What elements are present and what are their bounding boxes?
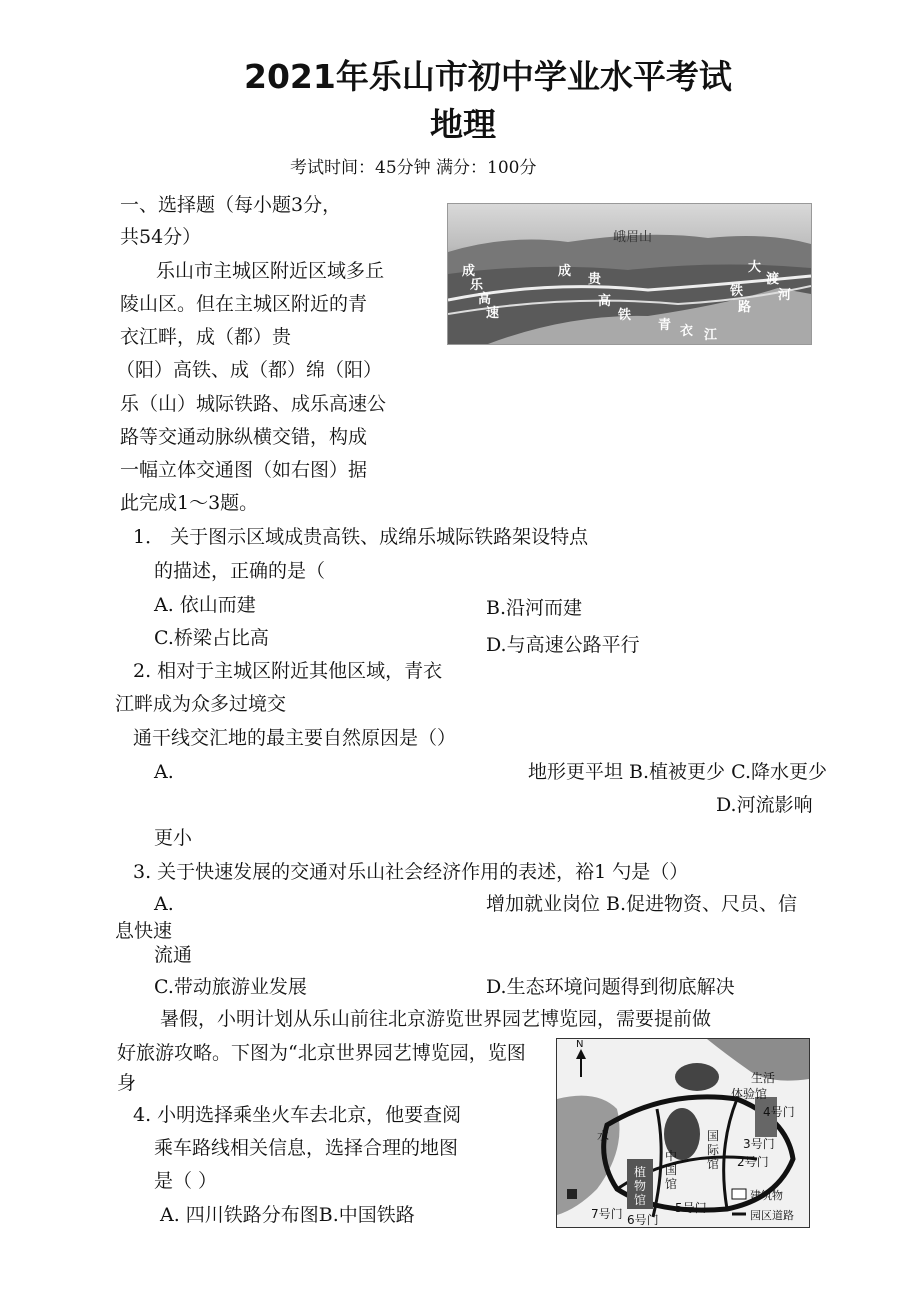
q1-stem: 1． 关于图示区域成贵高铁、成绵乐城际铁路架设特点 [133, 526, 589, 548]
photo-label: 大 [748, 260, 762, 275]
q1-option-c: C.桥梁占比高 [154, 627, 269, 649]
q3-option-b-tail: 流通 [154, 944, 193, 966]
map-legend-building: 建筑物 [750, 1189, 783, 1202]
photo-label: 成 [462, 264, 476, 279]
map-gate-2: 2号门 [737, 1155, 769, 1169]
map-life-experience-label: 生活 [751, 1071, 776, 1085]
exam-title: 2021年乐山市初中学业水平考试 [244, 57, 732, 96]
intro-line: 乐山市主城区附近区域多丘 [156, 260, 385, 282]
photo-label: 铁 [618, 308, 632, 323]
photo-label: 乐 [470, 278, 484, 293]
photo-label: 高 [478, 292, 492, 307]
intro2-line: 身 [117, 1072, 137, 1094]
map-intl-pavilion-label: 国 [707, 1129, 720, 1143]
map-botany-pavilion-label: 馆 [634, 1193, 647, 1207]
photo-label: 衣 [680, 324, 694, 339]
map-china-pavilion-label: 中 [665, 1149, 678, 1163]
park-map [556, 1038, 810, 1228]
photo-label: 铁 [730, 284, 744, 299]
map-botany-pavilion-label: 植 [634, 1165, 647, 1179]
map-gate-4: 4号门 [763, 1105, 795, 1119]
q3-option-a-label: A. [154, 893, 174, 915]
photo-label: 成 [558, 264, 572, 279]
map-gate-7: 7号门 [591, 1207, 623, 1221]
map-gate-3: 3号门 [743, 1137, 775, 1151]
photo-label: 高 [598, 294, 612, 309]
q2-option-a-label: A. [154, 761, 174, 783]
q3-option-c: C.带动旅游业发展 [154, 976, 307, 998]
photo-label: 河 [778, 288, 792, 303]
q2-stem: 2. 相对于主城区附近其他区域，青衣 [133, 660, 443, 682]
q2-stem-cont: 江畔成为众多过境交 [115, 693, 287, 715]
q1-stem-cont: 的描述，正确的是（ [154, 560, 326, 582]
photo-label: 贵 [588, 272, 602, 287]
map-legend-road: 园区道路 [750, 1209, 794, 1222]
map-intl-pavilion-label: 馆 [707, 1157, 720, 1171]
map-china-pavilion-label: 国 [665, 1163, 678, 1177]
intro-line: 乐（山）城际铁路、成乐高速公 [120, 393, 387, 415]
north-arrow-label: N [576, 1039, 584, 1050]
q4-stem: 4. 小明选择乘坐火车去北京，他要查阅 [133, 1104, 462, 1126]
section-heading-cont: 共54分） [120, 226, 202, 248]
photo-label: 渡 [766, 272, 780, 287]
q2-options: 地形更平坦 B.植被更少 C.降水更少 [528, 761, 827, 783]
photo-label: 青 [658, 318, 672, 333]
aerial-photo [447, 203, 812, 345]
q2-option-d-tail: 更小 [154, 827, 193, 849]
intro-line: （阳）高铁、成（都）绵（阳） [116, 359, 383, 381]
q2-stem-cont: 通干线交汇地的最主要自然原因是（） [133, 727, 457, 749]
map-water-label: 水 [597, 1129, 610, 1143]
photo-label: 路 [738, 300, 752, 315]
intro-line: 一幅立体交通图（如右图）据 [120, 459, 368, 481]
q2-option-d: D.河流影响 [716, 794, 813, 816]
intro2-line: 暑假，小明计划从乐山前往北京游览世界园艺博览园，需要提前做 [160, 1008, 712, 1030]
q1-option-d: D.与高速公路平行 [486, 634, 640, 656]
section-heading: 一、选择题（每小题3分， [120, 194, 342, 216]
q3-option-d: D.生态环境问题得到彻底解决 [486, 976, 735, 998]
q1-option-a: A. 依山而建 [154, 594, 256, 616]
subject-title: 地理 [430, 105, 496, 144]
q1-option-b: B.沿河而建 [486, 597, 583, 619]
map-gate-5: 5号门 [675, 1201, 707, 1215]
map-intl-pavilion-label: 际 [707, 1143, 720, 1157]
q4-options-ab: A. 四川铁路分布图B.中国铁路 [160, 1204, 415, 1226]
photo-label: 速 [486, 306, 500, 321]
intro2-line: 好旅游攻略。下图为“北京世界园艺博览园，览图 [117, 1042, 526, 1064]
map-gate-6: 6号门 [627, 1213, 659, 1227]
intro-line: 衣江畔，成（都）贵 [120, 326, 292, 348]
photo-label: 峨眉山 [613, 230, 653, 245]
photo-label: 江 [704, 328, 718, 343]
q4-stem-cont: 乘车路线相关信息，选择合理的地图 [154, 1137, 459, 1159]
intro-line: 陵山区。但在主城区附近的青 [120, 293, 368, 315]
map-life-experience-label: 体验馆 [731, 1087, 768, 1101]
map-china-pavilion-label: 馆 [665, 1177, 678, 1191]
map-botany-pavilion-label: 物 [634, 1179, 647, 1193]
exam-info: 考试时间：45分钟 满分：100分 [290, 158, 537, 178]
q3-stem: 3. 关于快速发展的交通对乐山社会经济作用的表述，裕1 勺是（） [133, 861, 689, 883]
q3-option-b-cont: 息快速 [115, 920, 173, 942]
q4-stem-cont: 是（ ） [154, 1170, 218, 1192]
q3-options-ab: 增加就业岗位 B.促进物资、尺员、信 [486, 893, 798, 915]
intro-line: 路等交通动脉纵横交错，构成 [120, 426, 368, 448]
intro-line: 此完成1～3题。 [120, 492, 259, 514]
